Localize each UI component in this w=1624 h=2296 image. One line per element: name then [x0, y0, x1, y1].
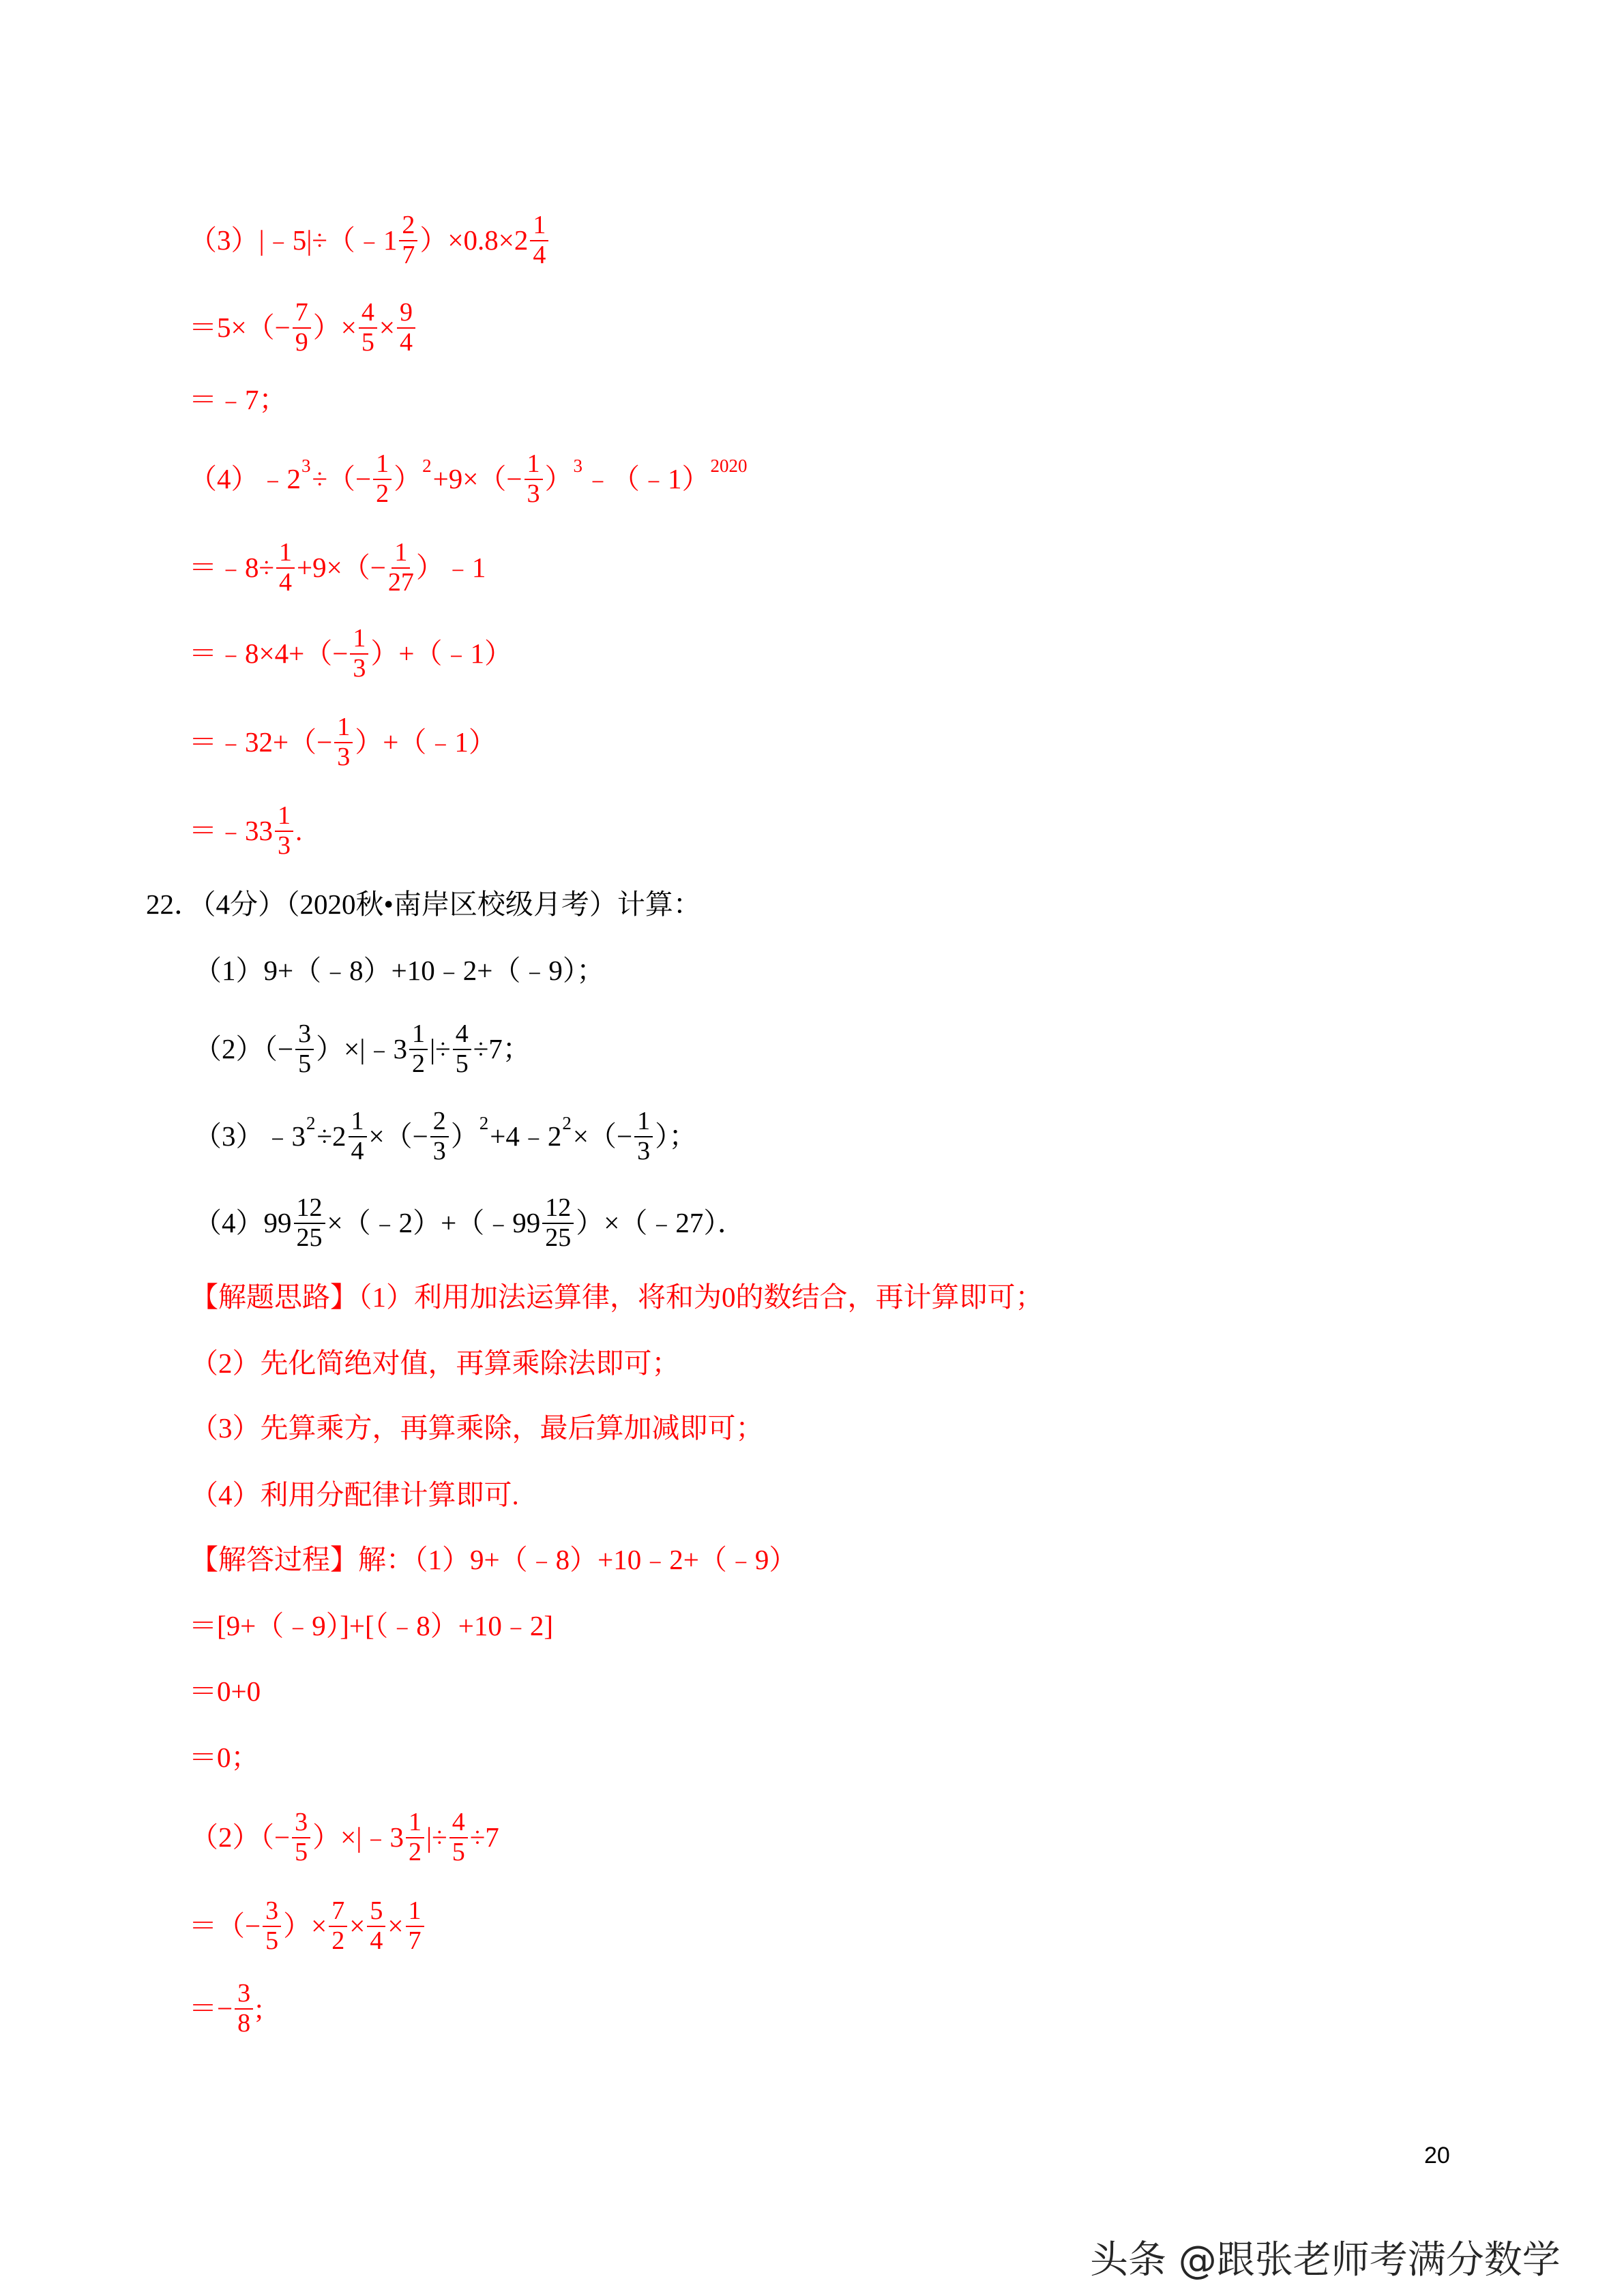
- fraction-numerator: 3: [295, 1021, 314, 1050]
- text-run: ）: [394, 463, 422, 495]
- text-run: （2）（−: [194, 1033, 294, 1065]
- text-run: ＝（−: [189, 1910, 261, 1942]
- text-run: ）+（﹣1）: [355, 726, 497, 758]
- text-run: ＝﹣8÷: [189, 552, 275, 584]
- text-run: ＝0+0: [189, 1675, 261, 1708]
- text-run: ）×: [312, 312, 357, 344]
- fraction-denominator: 7: [408, 1926, 422, 1955]
- solution-line: [189, 297, 417, 359]
- fraction-numerator: 4: [359, 299, 377, 329]
- fraction-denominator: 9: [295, 328, 308, 357]
- solution-line: [189, 449, 749, 510]
- answer-line: [189, 1661, 261, 1723]
- fraction-numerator: 1: [392, 539, 410, 569]
- superscript: 2: [306, 1113, 316, 1133]
- fraction: [235, 1980, 253, 2038]
- answer-line: [189, 1727, 259, 1789]
- text-run: ）×|﹣3: [312, 1821, 404, 1853]
- text-run: ＝−: [189, 1993, 233, 2025]
- text-run: 【解题思路】（1）利用加法运算律，将和为0的数结合，再计算即可；: [190, 1281, 1044, 1313]
- fraction-numerator: 1: [406, 1898, 424, 1927]
- fraction-denominator: 4: [533, 241, 546, 269]
- text-run: ×（﹣2）+（﹣99: [327, 1207, 541, 1239]
- fraction: [292, 1809, 310, 1866]
- fraction-denominator: 5: [361, 328, 374, 357]
- text-run: （3）先算乘方，再算乘除，最后算加减即可；: [190, 1412, 764, 1444]
- fraction-numerator: 4: [453, 1021, 471, 1050]
- fraction: [373, 451, 392, 508]
- fraction-denominator: 3: [337, 743, 351, 771]
- fraction-denominator: 3: [527, 479, 540, 508]
- solution-line: [189, 370, 287, 431]
- fraction-numerator: 1: [406, 1809, 424, 1838]
- fraction-denominator: 2: [411, 1049, 425, 1078]
- text-run: ÷7: [469, 1821, 499, 1853]
- fraction-denominator: 3: [353, 654, 366, 683]
- fraction: [263, 1898, 281, 1955]
- analysis-line: [190, 1333, 680, 1395]
- fraction-numerator: 3: [235, 1980, 253, 2010]
- superscript: 2: [562, 1113, 572, 1133]
- superscript: 3: [301, 456, 311, 476]
- fraction-numerator: 1: [373, 451, 392, 480]
- text-run: +9×（−: [432, 463, 522, 495]
- fraction: [542, 1195, 574, 1252]
- text-run: ）: [450, 1120, 479, 1152]
- text-run: ＝﹣33: [189, 815, 273, 847]
- solution-line: [189, 537, 486, 599]
- text-run: （3）|﹣5|÷（﹣1: [189, 224, 398, 256]
- fraction: [397, 299, 415, 357]
- fraction: [449, 1809, 468, 1866]
- fraction-denominator: 27: [387, 568, 414, 597]
- text-run: （1）9+（﹣8）+10﹣2+（﹣9）；: [194, 955, 605, 987]
- text-run: ）×0.8×2: [419, 224, 529, 256]
- fraction-denominator: 2: [408, 1838, 422, 1866]
- answer-line: [189, 1896, 426, 1957]
- page-number: 20: [1424, 2143, 1450, 2168]
- fraction: [349, 1108, 367, 1165]
- fraction: [406, 1898, 424, 1955]
- text-run: ＝﹣32+（−: [189, 726, 333, 758]
- fraction-numerator: 3: [292, 1809, 310, 1838]
- fraction: [406, 1809, 424, 1866]
- text-run: +9×（−: [297, 552, 386, 584]
- text-run: （4）利用分配律计算即可.: [190, 1479, 519, 1511]
- text-run: ×: [379, 312, 395, 344]
- text-run: （2）先化简绝对值，再算乘除法即可；: [190, 1347, 680, 1380]
- fraction-numerator: 7: [329, 1898, 347, 1927]
- text-run: ﹣（﹣1）: [584, 463, 710, 495]
- fraction: [453, 1021, 471, 1078]
- fraction-denominator: 5: [295, 1838, 308, 1866]
- fraction: [329, 1898, 347, 1955]
- fraction-numerator: 7: [293, 299, 311, 329]
- fraction-denominator: 25: [545, 1223, 572, 1252]
- fraction-denominator: 3: [637, 1137, 651, 1165]
- fraction-numerator: 9: [397, 299, 415, 329]
- text-run: （4）﹣2: [189, 463, 301, 495]
- text-run: （4）99: [194, 1207, 292, 1239]
- fraction-denominator: 5: [452, 1838, 465, 1866]
- text-run: .: [295, 815, 303, 847]
- text-run: ）×|﹣3: [316, 1033, 407, 1065]
- question-part: [194, 1106, 697, 1167]
- fraction-numerator: 1: [275, 803, 293, 832]
- fraction-denominator: 4: [370, 1926, 383, 1955]
- fraction: [367, 1898, 385, 1955]
- superscript: 2020: [710, 456, 748, 476]
- fraction-numerator: 12: [294, 1195, 325, 1224]
- fraction-denominator: 5: [265, 1926, 279, 1955]
- text-run: ）；: [655, 1120, 697, 1152]
- fraction: [334, 714, 353, 771]
- text-run: ＝﹣7；: [189, 384, 287, 416]
- fraction-denominator: 3: [278, 831, 291, 860]
- fraction: [525, 451, 543, 508]
- question-part: [194, 940, 604, 1002]
- fraction-denominator: 5: [455, 1049, 469, 1078]
- text-run: ＝5×（−: [189, 312, 291, 344]
- fraction-numerator: 1: [634, 1108, 653, 1137]
- watermark: 头条 @跟张老师考满分数学: [1090, 2238, 1561, 2282]
- superscript: 2: [479, 1113, 489, 1133]
- text-run: 【解答过程】解：（1）9+（﹣8）+10﹣2+（﹣9）: [190, 1544, 797, 1576]
- fraction: [388, 539, 414, 597]
- text-run: ）+（﹣1）: [370, 638, 512, 670]
- question-part: [194, 1019, 531, 1080]
- fraction-denominator: 2: [376, 479, 389, 508]
- fraction-numerator: 5: [367, 1898, 385, 1927]
- superscript: 3: [573, 456, 582, 476]
- text-run: ;: [255, 1993, 263, 2025]
- answer-line: [190, 1530, 797, 1591]
- fraction-denominator: 8: [237, 2009, 251, 2038]
- text-run: |÷: [426, 1821, 447, 1853]
- solution-line: [189, 623, 512, 685]
- fraction-numerator: 4: [449, 1809, 468, 1838]
- fraction: [359, 299, 377, 357]
- fraction-numerator: 1: [530, 212, 548, 241]
- text-run: ）×（﹣27）．: [576, 1207, 745, 1239]
- text-run: +4﹣2: [490, 1120, 562, 1152]
- answer-line: [189, 1978, 263, 2040]
- text-run: ）×: [283, 1910, 327, 1942]
- text-run: 22．（4分）（2020秋•南岸区校级月考）计算：: [146, 889, 701, 921]
- fraction-denominator: 5: [298, 1049, 312, 1078]
- fraction-numerator: 1: [409, 1021, 428, 1050]
- fraction: [350, 625, 368, 683]
- text-run: ×: [349, 1910, 366, 1942]
- text-run: （2）（−: [190, 1821, 291, 1853]
- text-run: （3）﹣3: [194, 1120, 306, 1152]
- question-header: [146, 874, 701, 936]
- fraction-numerator: 1: [525, 451, 543, 480]
- fraction: [399, 212, 417, 269]
- answer-line: [190, 1807, 499, 1868]
- fraction-denominator: 2: [331, 1926, 345, 1955]
- fraction: [430, 1108, 449, 1165]
- text-run: ×（−: [572, 1120, 633, 1152]
- text-run: ÷2: [316, 1120, 346, 1152]
- analysis-line: [190, 1465, 519, 1526]
- fraction: [295, 1021, 314, 1078]
- fraction-denominator: 7: [402, 241, 415, 269]
- solution-line: [189, 210, 550, 271]
- solution-line: [189, 712, 497, 773]
- text-run: ×（−: [368, 1120, 428, 1152]
- fraction: [275, 803, 293, 860]
- text-run: ÷（−: [312, 463, 372, 495]
- text-run: ＝﹣8×4+（−: [189, 638, 349, 670]
- text-run: |÷: [429, 1033, 451, 1065]
- fraction-denominator: 4: [400, 328, 413, 357]
- text-run: ＝0；: [189, 1742, 259, 1774]
- text-run: ＝[9+（﹣9）]+[（﹣8）+10﹣2]: [189, 1610, 553, 1642]
- fraction-denominator: 4: [351, 1137, 364, 1165]
- fraction-numerator: 2: [399, 212, 417, 241]
- solution-line: [189, 801, 302, 862]
- text-run: ）﹣1: [415, 552, 486, 584]
- analysis-line: [190, 1267, 1044, 1328]
- fraction: [276, 539, 295, 597]
- fraction-denominator: 3: [432, 1137, 446, 1165]
- analysis-line: [190, 1398, 764, 1459]
- fraction-numerator: 1: [276, 539, 295, 569]
- question-part: [194, 1193, 745, 1254]
- fraction: [294, 1195, 325, 1252]
- superscript: 2: [422, 456, 432, 476]
- fraction: [634, 1108, 653, 1165]
- answer-line: [189, 1596, 553, 1657]
- fraction-numerator: 12: [542, 1195, 574, 1224]
- fraction-numerator: 1: [349, 1108, 367, 1137]
- text-run: ÷7；: [473, 1033, 531, 1065]
- fraction-numerator: 1: [350, 625, 368, 655]
- fraction-denominator: 4: [279, 568, 293, 597]
- fraction-numerator: 1: [334, 714, 353, 743]
- fraction: [409, 1021, 428, 1078]
- fraction: [293, 299, 311, 357]
- text-run: ）: [544, 463, 573, 495]
- fraction-numerator: 2: [430, 1108, 449, 1137]
- text-run: ×: [387, 1910, 404, 1942]
- fraction-denominator: 25: [296, 1223, 323, 1252]
- fraction-numerator: 3: [263, 1898, 281, 1927]
- fraction: [530, 212, 548, 269]
